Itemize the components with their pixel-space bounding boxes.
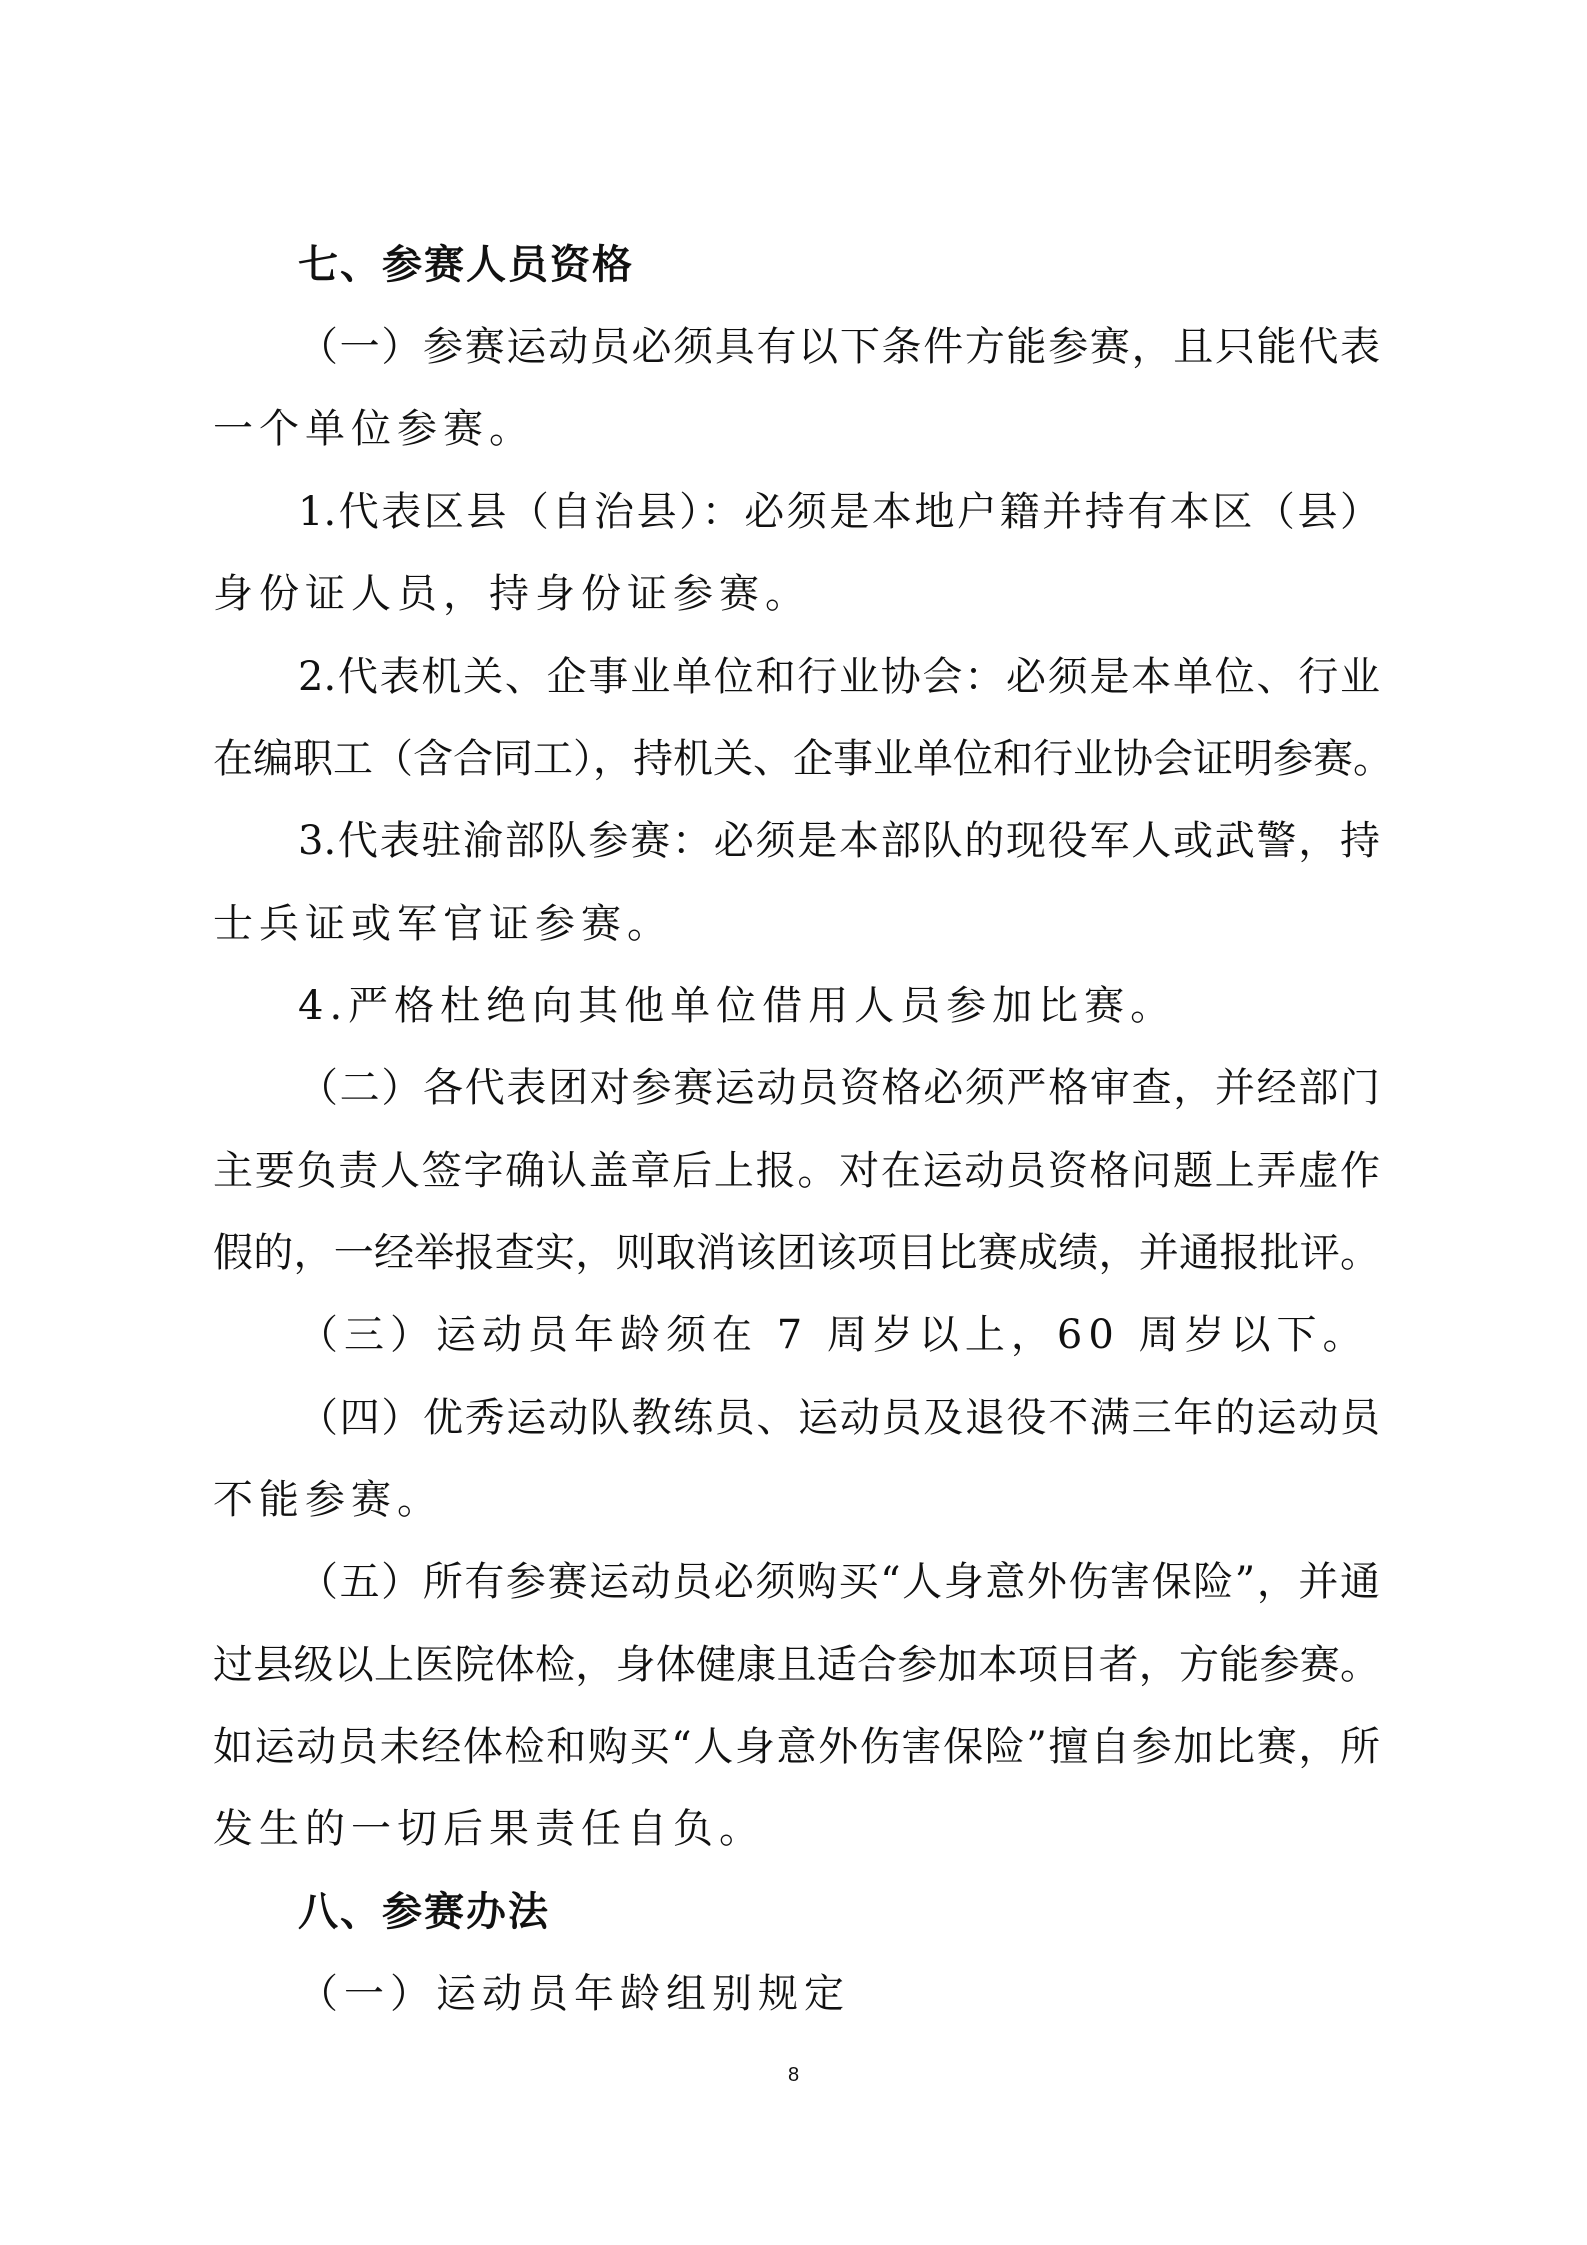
paragraph-line: （五）所有参赛运动员必须购买“人身意外伤害保险”，并通 bbox=[298, 1559, 1380, 1605]
paragraph-line: 4.严格杜绝向其他单位借用人员参加比赛。 bbox=[298, 983, 1177, 1029]
paragraph-line: （一）参赛运动员必须具有以下条件方能参赛，且只能代表 bbox=[298, 324, 1380, 370]
paragraph-line: 2.代表机关、企事业单位和行业协会：必须是本单位、行业 bbox=[298, 654, 1380, 700]
page-number: 8 bbox=[787, 2064, 800, 2086]
paragraph-line: 在编职工（含合同工），持机关、企事业单位和行业协会证明参赛。 bbox=[213, 736, 1393, 782]
paragraph-line: 不能参赛。 bbox=[213, 1477, 443, 1523]
section-heading: 七、参赛人员资格 bbox=[298, 242, 634, 288]
paragraph-line: 过县级以上医院体检，身体健康且适合参加本项目者，方能参赛。 bbox=[213, 1642, 1380, 1688]
paragraph-line: （三）运动员年龄须在 7 周岁以上，60 周岁以下。 bbox=[298, 1312, 1369, 1358]
paragraph-line: （四）优秀运动队教练员、运动员及退役不满三年的运动员 bbox=[298, 1395, 1380, 1441]
paragraph-line: 身份证人员，持身份证参赛。 bbox=[213, 571, 811, 617]
paragraph-line: 主要负责人签字确认盖章后上报。对在运动员资格问题上弄虚作 bbox=[213, 1148, 1380, 1194]
paragraph-line: 假的，一经举报查实，则取消该团该项目比赛成绩，并通报批评。 bbox=[213, 1230, 1380, 1276]
paragraph-line: 发生的一切后果责任自负。 bbox=[213, 1806, 765, 1852]
paragraph-line: 如运动员未经体检和购买“人身意外伤害保险”擅自参加比赛，所 bbox=[213, 1724, 1380, 1770]
paragraph-line: （二）各代表团对参赛运动员资格必须严格审查，并经部门 bbox=[298, 1065, 1380, 1111]
paragraph-line: 3.代表驻渝部队参赛：必须是本部队的现役军人或武警，持 bbox=[298, 818, 1380, 864]
section-heading: 八、参赛办法 bbox=[298, 1889, 550, 1935]
paragraph-line: 1.代表区县（自治县）：必须是本地户籍并持有本区（县） bbox=[298, 489, 1380, 535]
paragraph-line: 士兵证或军官证参赛。 bbox=[213, 901, 673, 947]
paragraph-line: （一）运动员年龄组别规定 bbox=[298, 1971, 850, 2017]
paragraph-line: 一个单位参赛。 bbox=[213, 406, 535, 452]
